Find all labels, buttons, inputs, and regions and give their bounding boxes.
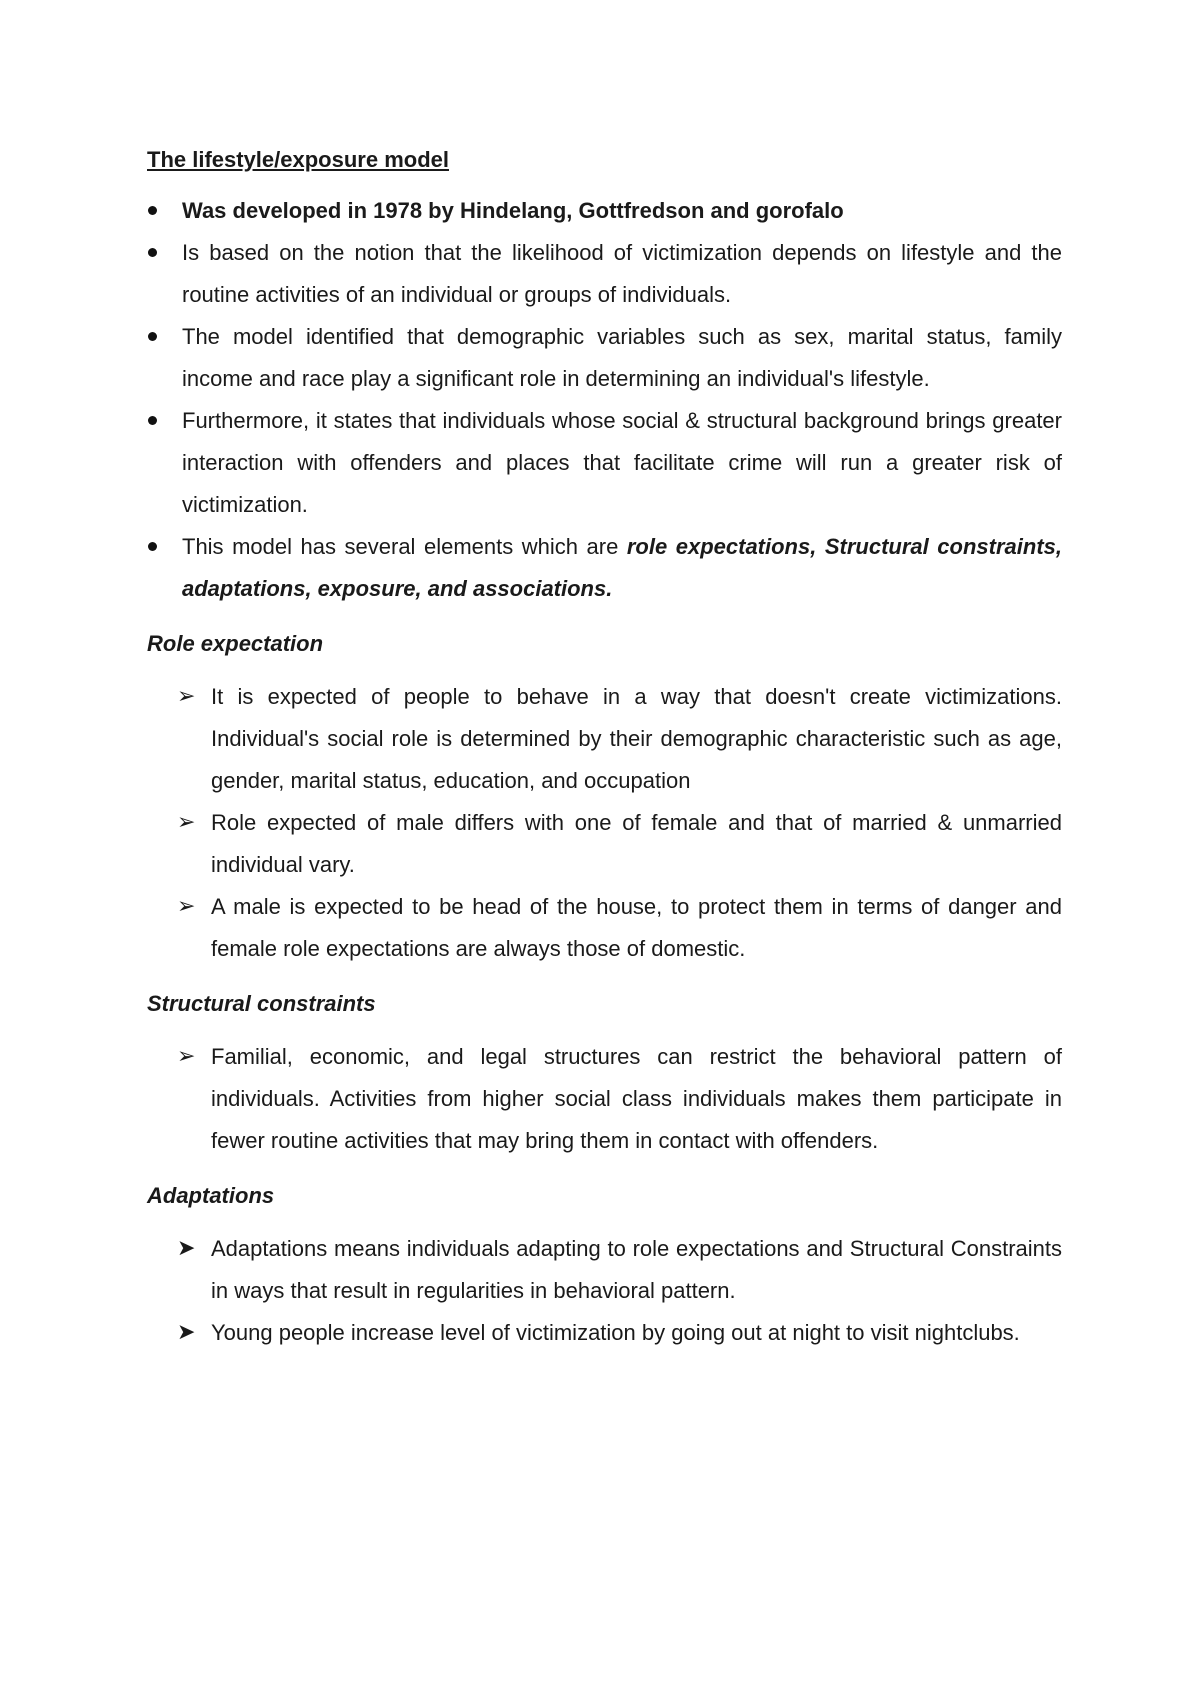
list-item-text: Adaptations means individuals adapting to role expectations and Structural Constraints in ways that result in regularities in behavioral pattern. xyxy=(211,1236,1062,1303)
list-item-text: The model identified that demographic variables such as sex, marital status, family income and race play a significant role in determining an individual's lifestyle. xyxy=(182,324,1062,391)
list-item-text: Familial, economic, and legal structures can restrict the behavioral pattern of individuals. Activities from higher social class individuals makes them participate in fewer routine activities that may bring them in contact with offenders. xyxy=(211,1044,1062,1153)
section-heading-adaptations: Adaptations xyxy=(147,1183,275,1208)
list-item xyxy=(147,400,1062,526)
list-item-text: Furthermore, it states that individuals whose social & structural background brings greater interaction with offenders and places that facilitate crime will run a greater risk of victimization. xyxy=(182,408,1062,517)
list-item xyxy=(147,526,1062,610)
arrow-bullet-icon: ➤ xyxy=(177,1236,196,1261)
list-item-text: It is expected of people to behave in a way that doesn't create victimizations. Individual's social role is determined by their demographic characteristic such as age, gender, marital status, education, and occupation xyxy=(211,684,1062,793)
arrow-bullet-icon: ➢ xyxy=(177,894,196,919)
document-page xyxy=(147,142,1062,1354)
list-item xyxy=(177,802,1062,886)
list-item-text: Was developed in 1978 by Hindelang, Gottfredson and gorofalo xyxy=(182,198,844,223)
arrow-bullet-icon: ➢ xyxy=(177,684,196,709)
list-item xyxy=(147,232,1062,316)
bullet-dot-icon xyxy=(148,542,157,551)
adaptations-list xyxy=(147,1228,1062,1354)
list-item xyxy=(177,676,1062,802)
bullet-dot-icon xyxy=(148,416,157,425)
list-item-text: A male is expected to be head of the house, to protect them in terms of danger and female role expectations are always those of domestic. xyxy=(211,894,1062,961)
list-item-text: Young people increase level of victimization by going out at night to visit nightclubs. xyxy=(211,1320,1020,1345)
role-expectation-list xyxy=(147,676,1062,970)
list-item-text: Is based on the notion that the likelihood of victimization depends on lifestyle and the routine activities of an individual or groups of individuals. xyxy=(182,240,1062,307)
list-item xyxy=(177,1036,1062,1162)
arrow-bullet-icon: ➢ xyxy=(177,1044,196,1069)
list-item xyxy=(177,886,1062,970)
list-item xyxy=(147,316,1062,400)
section-heading-role-expectation: Role expectation xyxy=(147,631,324,656)
bullet-dot-icon xyxy=(148,248,157,257)
section-heading-structural-constraints: Structural constraints xyxy=(147,991,376,1016)
bullet-dot-icon xyxy=(148,206,157,215)
list-item xyxy=(177,1228,1062,1312)
structural-constraints-list xyxy=(147,1036,1062,1162)
bullet-dot-icon xyxy=(148,332,157,341)
list-item-text: This model has several elements which are xyxy=(182,534,627,559)
document-title: The lifestyle/exposure model xyxy=(147,147,449,172)
arrow-bullet-icon: ➢ xyxy=(177,810,196,835)
list-item xyxy=(147,190,1062,232)
list-item xyxy=(177,1312,1062,1354)
list-item-text: Role expected of male differs with one of female and that of married & unmarried individual vary. xyxy=(211,810,1062,877)
arrow-bullet-icon: ➤ xyxy=(177,1320,196,1345)
intro-list xyxy=(147,190,1062,610)
list-item-emphasis: role expectations, Structural constraints, adaptations, exposure, and associations. xyxy=(182,534,1062,601)
